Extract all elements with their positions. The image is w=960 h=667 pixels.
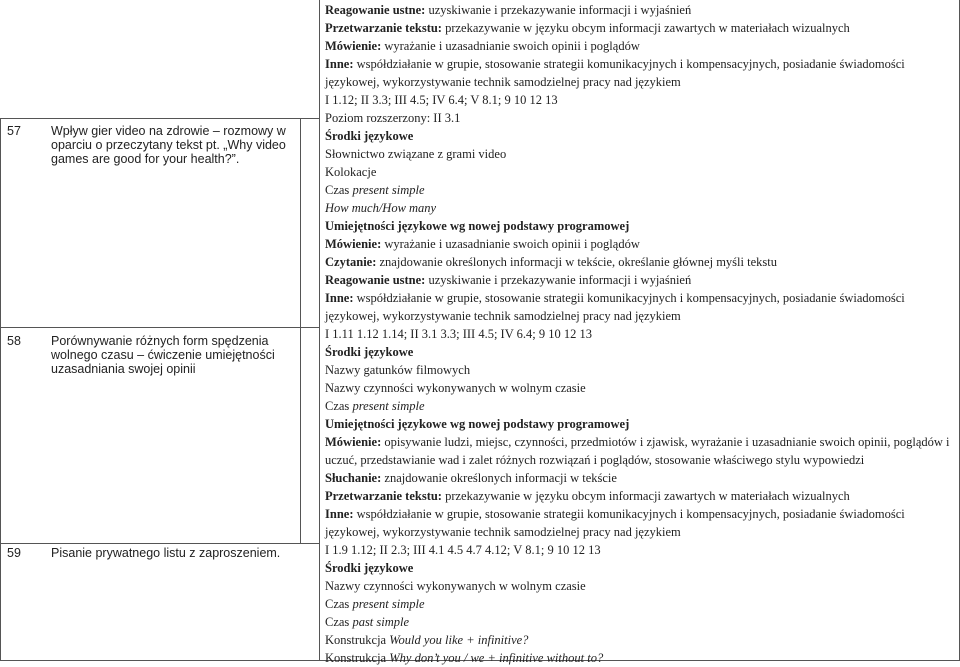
- grammar-value: past simple: [352, 615, 410, 629]
- skill-text: przekazywanie w języku obcym informacji zawartych w materiałach wizualnych: [441, 489, 850, 503]
- skill-label: Reagowanie ustne:: [325, 3, 426, 17]
- curriculum-codes: I 1.9 1.12; II 2.3; III 4.1 4.5 4.7 4.12; V 8.1; 9 10 12 13: [325, 543, 601, 557]
- skill-label: Czytanie:: [325, 255, 377, 269]
- left-border: [0, 118, 1, 661]
- vocab-item: Kolokacje: [325, 165, 377, 179]
- skill-text: uzyskiwanie i przekazywanie informacji i wyjaśnień: [425, 273, 692, 287]
- vocab-item: Nazwy czynności wykonywanych w wolnym czasie: [325, 579, 586, 593]
- skill-text: współdziałanie w grupie, stosowanie strategii komunikacyjnych i kompensacyjnych, posiadanie świadomości językowej, wykorzystywanie technik samodzielnej pracy nad językiem: [325, 57, 905, 89]
- skill-text: wyrażanie i uzasadnianie swoich opinii i poglądów: [381, 39, 640, 53]
- skill-label: Przetwarzanie tekstu:: [325, 21, 442, 35]
- grammar-value: present simple: [352, 399, 425, 413]
- lesson-topic: Wpływ gier video na zdrowie – rozmowy w oparciu o przeczytany tekst pt. „Why video games are good for your health?”.: [51, 124, 286, 166]
- skill-label: Przetwarzanie tekstu:: [325, 489, 442, 503]
- skill-text: opisywanie ludzi, miejsc, czynności, przedmiotów i zjawisk, wyrażanie i uzasadnianie swoich opinii, poglądów i uczuć, przedstawianie wad i zalet różnych rozwiązań i poglądów, stosowanie właściwego stylu wypowiedzi: [325, 435, 950, 467]
- lesson-number: 57: [7, 124, 21, 138]
- skill-label: Inne:: [325, 57, 354, 71]
- skill-text: uzyskiwanie i przekazywanie informacji i wyjaśnień: [425, 3, 692, 17]
- grammar-label: Czas: [325, 399, 353, 413]
- grammar-label: Czas: [325, 183, 353, 197]
- skill-text: znajdowanie określonych informacji w tekście: [381, 471, 617, 485]
- skills-heading: Umiejętności językowe wg nowej podstawy programowej: [325, 219, 630, 233]
- row-line-58: [0, 327, 319, 328]
- extended-level: Poziom rozszerzony: II 3.1: [325, 111, 461, 125]
- grammar-label: Czas: [325, 597, 353, 611]
- section-heading: Środki językowe: [325, 561, 414, 575]
- skill-text: przekazywanie w języku obcym informacji zawartych w materiałach wizualnych: [441, 21, 850, 35]
- skill-text: znajdowanie określonych informacji w tekście, określanie głównej myśli tekstu: [376, 255, 777, 269]
- construction-label: Konstrukcja: [325, 633, 390, 647]
- grammar-item: How much/How many: [325, 201, 437, 215]
- skill-label: Inne:: [325, 507, 354, 521]
- lesson-number: 58: [7, 334, 21, 348]
- lesson-topic: Porównywanie różnych form spędzenia wolnego czasu – ćwiczenie umiejętności uzasadniania swojej opinii: [51, 334, 275, 376]
- section-heading: Środki językowe: [325, 129, 414, 143]
- vocab-item: Nazwy gatunków filmowych: [325, 363, 471, 377]
- construction-value: Why don’t you / we + infinitive without to?: [389, 651, 604, 665]
- construction-label: Konstrukcja: [325, 651, 390, 665]
- construction-value: Would you like + infinitive?: [389, 633, 529, 647]
- column-divider-upper: [300, 118, 301, 543]
- skill-label: Mówienie:: [325, 39, 382, 53]
- vocab-item: Słownictwo związane z grami video: [325, 147, 507, 161]
- row-line-59: [0, 543, 319, 544]
- skill-label: Mówienie:: [325, 237, 382, 251]
- skills-heading: Umiejętności językowe wg nowej podstawy programowej: [325, 417, 630, 431]
- skill-label: Reagowanie ustne:: [325, 273, 426, 287]
- skill-label: Słuchanie:: [325, 471, 382, 485]
- row-line-57: [0, 118, 319, 119]
- skill-text: współdziałanie w grupie, stosowanie strategii komunikacyjnych i kompensacyjnych, posiadanie świadomości językowej, wykorzystywanie technik samodzielnej pracy nad językiem: [325, 507, 905, 539]
- vocab-item: Nazwy czynności wykonywanych w wolnym czasie: [325, 381, 586, 395]
- skill-text: współdziałanie w grupie, stosowanie strategii komunikacyjnych i kompensacyjnych, posiadanie świadomości językowej, wykorzystywanie technik samodzielnej pracy nad językiem: [325, 291, 905, 323]
- skill-label: Mówienie:: [325, 435, 382, 449]
- lesson-number: 59: [7, 546, 21, 560]
- curriculum-codes: I 1.12; II 3.3; III 4.5; IV 6.4; V 8.1; 9 10 12 13: [325, 93, 558, 107]
- curriculum-codes: I 1.11 1.12 1.14; II 3.1 3.3; III 4.5; IV 6.4; 9 10 12 13: [325, 327, 592, 341]
- grammar-value: present simple: [352, 597, 425, 611]
- objectives-column: [325, 1, 955, 667]
- grammar-label: Czas: [325, 615, 353, 629]
- lesson-topic: Pisanie prywatnego listu z zaproszeniem.: [51, 546, 281, 560]
- section-heading: Środki językowe: [325, 345, 414, 359]
- skill-label: Inne:: [325, 291, 354, 305]
- grammar-value: present simple: [352, 183, 425, 197]
- column-divider: [319, 0, 320, 661]
- skill-text: wyrażanie i uzasadnianie swoich opinii i poglądów: [381, 237, 640, 251]
